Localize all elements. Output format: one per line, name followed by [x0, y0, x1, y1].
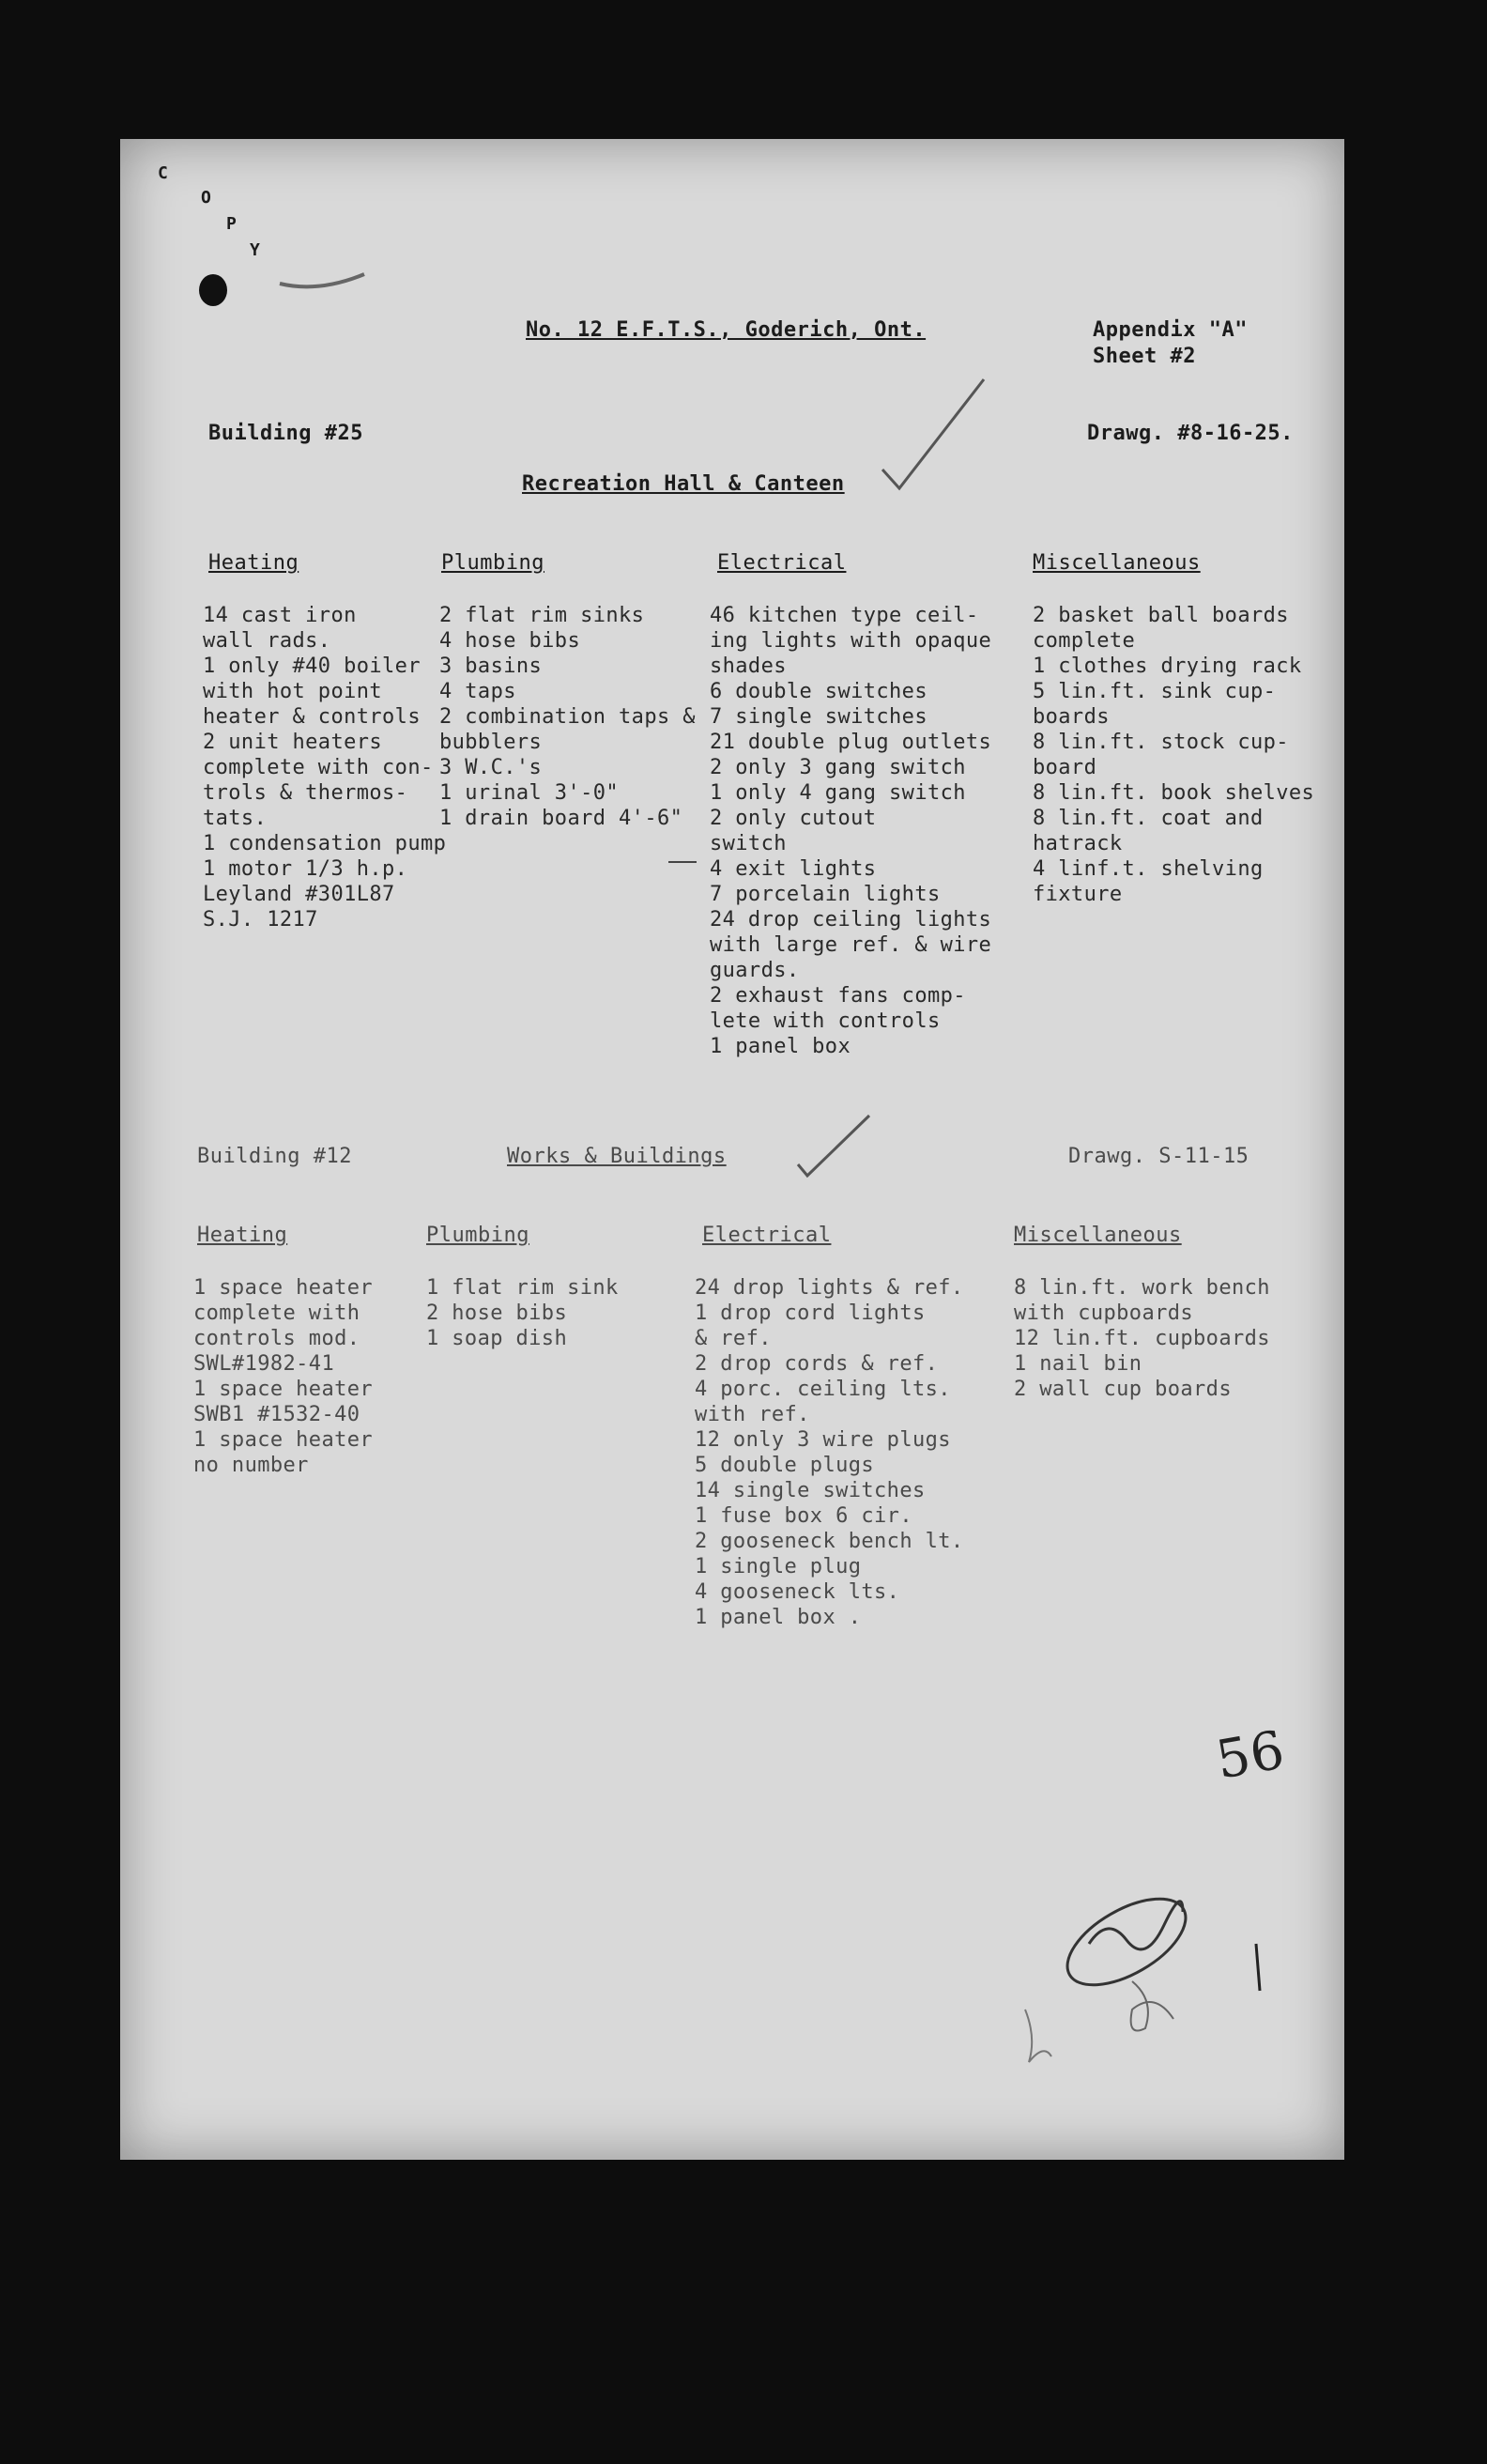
list-item: 4 linf.t. shelving: [1033, 857, 1264, 881]
drawing-number: Drawg. #8-16-25.: [1087, 422, 1294, 445]
list-item: 1 fuse box 6 cir.: [695, 1504, 912, 1528]
check-mark-icon: [882, 379, 984, 488]
list-item: ing lights with opaque: [710, 629, 992, 653]
list-item: 1 space heater: [193, 1428, 374, 1452]
column-heading-plumbing: Plumbing: [426, 1224, 529, 1247]
initials-signature: [1089, 1902, 1183, 1949]
list-item: 5 double plugs: [695, 1454, 875, 1477]
list-item: 1 space heater: [193, 1378, 374, 1401]
list-item: 2 basket ball boards: [1033, 604, 1289, 627]
copy-letter: Y: [250, 240, 260, 260]
list-item: 4 taps: [439, 680, 516, 703]
column-heading-plumbing: Plumbing: [441, 551, 544, 575]
list-item: tats.: [203, 807, 268, 830]
list-item: 2 combination taps &: [439, 705, 696, 729]
list-item: 3 basins: [439, 654, 543, 678]
copy-letter: O: [201, 188, 211, 208]
list-item: complete with: [193, 1301, 360, 1325]
list-item: with hot point: [203, 680, 383, 703]
list-item: 3 W.C.'s: [439, 756, 543, 779]
drawing-number: Drawg. S-11-15: [1068, 1145, 1249, 1168]
list-item: SWB1 #1532-40: [193, 1403, 360, 1426]
check-mark-icon: [798, 1116, 869, 1176]
list-item: 2 only 3 gang switch: [710, 756, 966, 779]
column-heading-miscellaneous: Miscellaneous: [1014, 1224, 1182, 1247]
list-item: 1 condensation pump: [203, 832, 447, 855]
list-item: boards: [1033, 705, 1110, 729]
copy-letter: C: [158, 163, 168, 183]
list-item: 1 panel box: [710, 1035, 851, 1058]
list-item: shades: [710, 654, 787, 678]
list-item: 46 kitchen type ceil-: [710, 604, 979, 627]
column-heading-electrical: Electrical: [702, 1224, 832, 1247]
list-item: no number: [193, 1454, 309, 1477]
list-item: 8 lin.ft. book shelves: [1033, 781, 1315, 805]
list-item: 1 urinal 3'-0": [439, 781, 620, 805]
appendix-label: Appendix "A": [1093, 318, 1248, 342]
column-heading-heating: Heating: [197, 1224, 288, 1247]
column-heading-heating: Heating: [208, 551, 299, 575]
list-item: 14 single switches: [695, 1479, 926, 1502]
list-item: 2 only cutout: [710, 807, 877, 830]
list-item: 8 lin.ft. stock cup-: [1033, 731, 1289, 754]
list-item: hatrack: [1033, 832, 1123, 855]
list-item: with cupboards: [1014, 1301, 1194, 1325]
list-item: 4 hose bibs: [439, 629, 581, 653]
list-item: 1 only 4 gang switch: [710, 781, 966, 805]
pencil-initials: [1131, 1981, 1173, 2031]
document-title: No. 12 E.F.T.S., Goderich, Ont.: [526, 318, 927, 342]
list-item: 4 exit lights: [710, 857, 877, 881]
list-item: Leyland #301L87: [203, 883, 395, 906]
list-item: 2 flat rim sinks: [439, 604, 645, 627]
sheet-label: Sheet #2: [1093, 345, 1196, 368]
list-item: 21 double plug outlets: [710, 731, 992, 754]
building-number: Building #12: [197, 1145, 352, 1168]
pencil-initials: [1025, 2010, 1051, 2062]
list-item: wall rads.: [203, 629, 331, 653]
list-item: 2 unit heaters: [203, 731, 383, 754]
list-item: 12 lin.ft. cupboards: [1014, 1327, 1270, 1350]
list-item: 1 single plug: [695, 1555, 862, 1578]
list-item: 2 gooseneck bench lt.: [695, 1530, 964, 1553]
list-item: 6 double switches: [710, 680, 927, 703]
list-item: 1 nail bin: [1014, 1352, 1142, 1376]
list-item: guards.: [710, 959, 800, 982]
list-item: 1 soap dish: [426, 1327, 568, 1350]
list-item: heater & controls: [203, 705, 421, 729]
list-item: 14 cast iron: [203, 604, 357, 627]
list-item: 1 drop cord lights: [695, 1301, 926, 1325]
list-item: 1 only #40 boiler: [203, 654, 421, 678]
list-item: 5 lin.ft. sink cup-: [1033, 680, 1277, 703]
list-item: 1 motor 1/3 h.p.: [203, 857, 408, 881]
list-item: 7 porcelain lights: [710, 883, 941, 906]
column-heading-miscellaneous: Miscellaneous: [1033, 551, 1201, 575]
building-name: Works & Buildings: [507, 1145, 727, 1168]
list-item: 7 single switches: [710, 705, 927, 729]
list-item: & ref.: [695, 1327, 772, 1350]
list-item: 1 clothes drying rack: [1033, 654, 1302, 678]
list-item: 2 wall cup boards: [1014, 1378, 1232, 1401]
list-item: switch: [710, 832, 787, 855]
list-item: SWL#1982-41: [193, 1352, 335, 1376]
list-item: 1 space heater: [193, 1276, 374, 1300]
list-item: 1 drain board 4'-6": [439, 807, 683, 830]
list-item: 24 drop ceiling lights: [710, 908, 992, 932]
list-item: complete with con-: [203, 756, 434, 779]
page-number: 56: [1211, 1719, 1290, 1792]
list-item: bubblers: [439, 731, 543, 754]
list-item: 1 flat rim sink: [426, 1276, 619, 1300]
list-item: complete: [1033, 629, 1136, 653]
column-heading-electrical: Electrical: [717, 551, 847, 575]
list-item: S.J. 1217: [203, 908, 318, 932]
list-item: 2 hose bibs: [426, 1301, 568, 1325]
list-item: 2 drop cords & ref.: [695, 1352, 939, 1376]
list-item: 4 porc. ceiling lts.: [695, 1378, 951, 1401]
list-item: with ref.: [695, 1403, 810, 1426]
list-item: 8 lin.ft. coat and: [1033, 807, 1264, 830]
list-item: board: [1033, 756, 1097, 779]
pen-stroke: [280, 274, 364, 286]
list-item: controls mod.: [193, 1327, 360, 1350]
pen-stroke: [1256, 1944, 1260, 1991]
list-item: 24 drop lights & ref.: [695, 1276, 964, 1300]
list-item: with large ref. & wire: [710, 933, 992, 957]
building-name: Recreation Hall & Canteen: [522, 472, 845, 496]
list-item: lete with controls: [710, 1009, 941, 1033]
list-item: 2 exhaust fans comp-: [710, 984, 966, 1008]
list-item: fixture: [1033, 883, 1123, 906]
list-item: trols & thermos-: [203, 781, 408, 805]
list-item: 4 gooseneck lts.: [695, 1580, 900, 1604]
copy-letter: P: [226, 214, 237, 234]
building-number: Building #25: [208, 422, 363, 445]
list-item: 12 only 3 wire plugs: [695, 1428, 951, 1452]
list-item: 1 panel box .: [695, 1606, 862, 1629]
list-item: 8 lin.ft. work bench: [1014, 1276, 1270, 1300]
